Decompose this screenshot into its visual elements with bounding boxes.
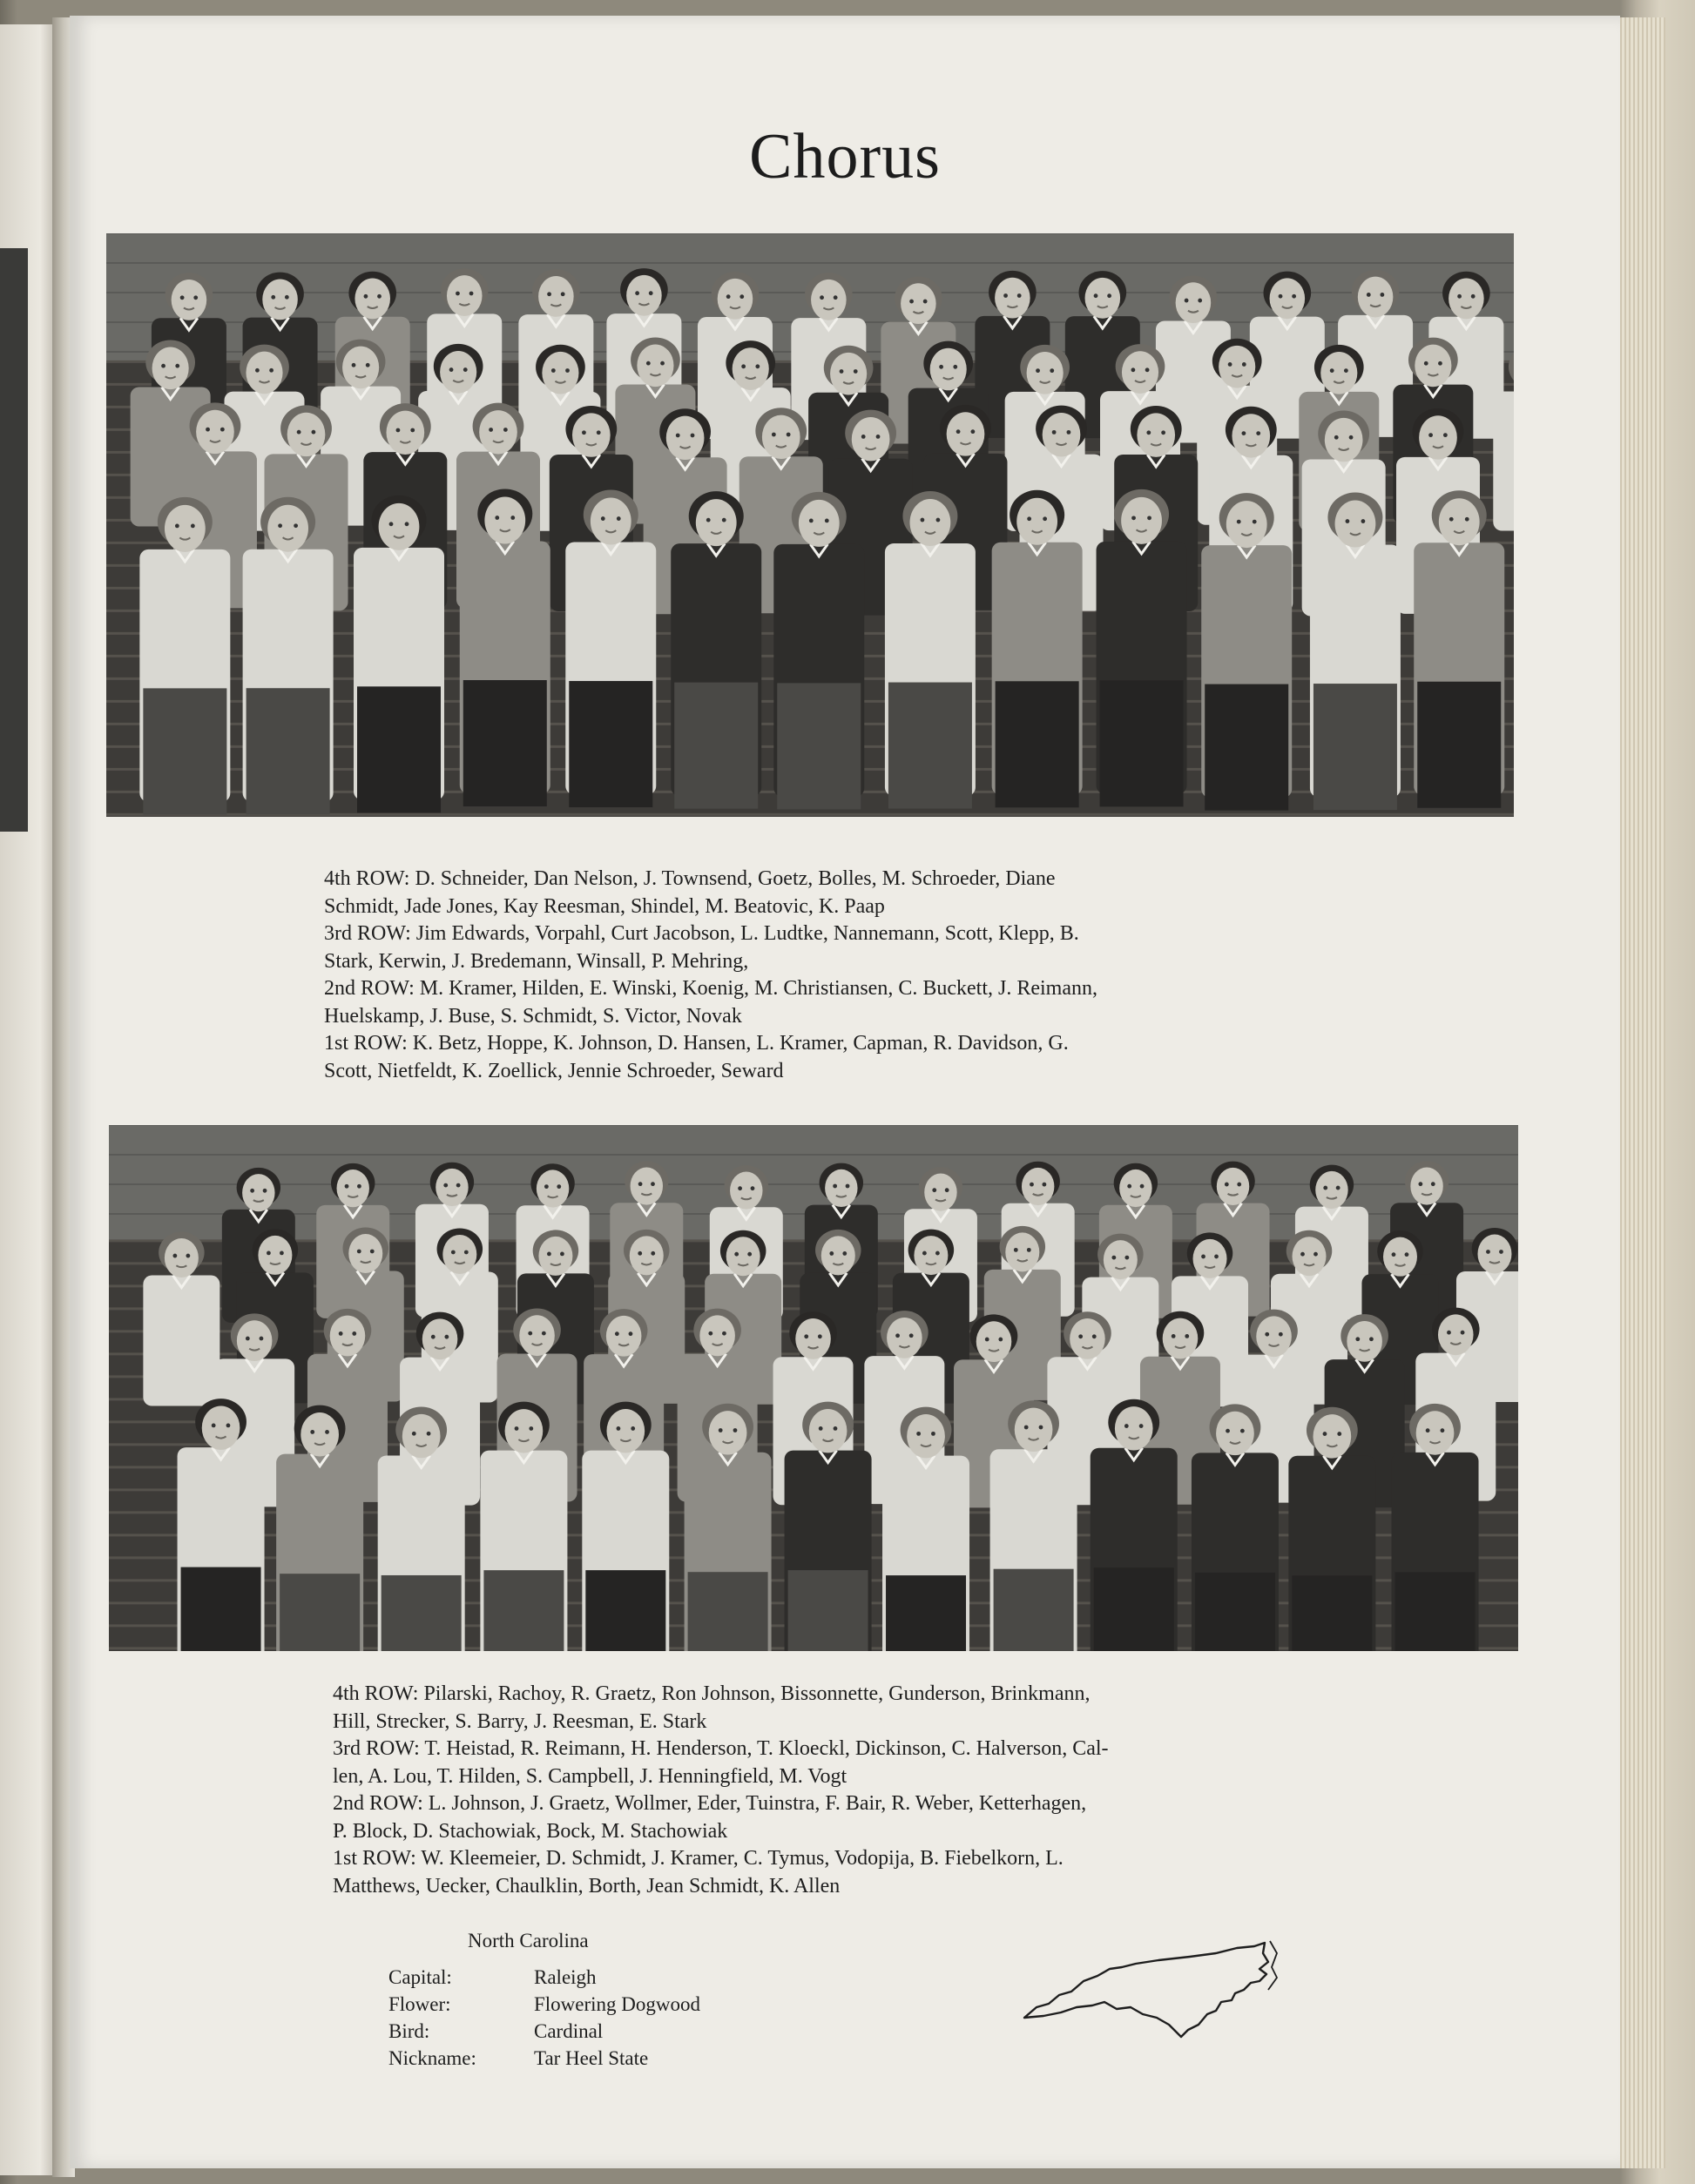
fact-label-capital: Capital: [388,1966,452,1988]
fact-label-flower: Flower: [388,1993,451,2015]
chorus-group-photo-1 [106,233,1514,817]
fact-value-bird: Cardinal [534,2020,604,2042]
caption-line: 3rd ROW: Jim Edwards, Vorpahl, Curt Jacobson, L. Ludtke, Nannemann, Scott, Klepp, B. [324,922,1079,945]
caption-line: 4th ROW: Pilarski, Rachoy, R. Graetz, Ron Johnson, Bissonnette, Gunderson, Brinkmann, [333,1682,1091,1705]
left-page-photo-fragment [0,248,28,832]
north-carolina-outline-icon [1019,1927,1280,2049]
page-stack-edges [1613,17,1665,2168]
caption-line: Matthews, Uecker, Chaulklin, Borth, Jean Schmidt, K. Allen [333,1874,841,1898]
caption-line: 2nd ROW: L. Johnson, J. Graetz, Wollmer, Eder, Tuinstra, F. Bair, R. Weber, Ketterhagen, [333,1792,1087,1815]
chorus-group-photo-2 [109,1125,1518,1651]
caption-line: len, A. Lou, T. Hilden, S. Campbell, J. Henningfield, M. Vogt [333,1764,848,1788]
fact-value-nickname: Tar Heel State [534,2047,649,2069]
caption-line: Huelskamp, J. Buse, S. Schmidt, S. Victor, Novak [324,1004,742,1028]
caption-line: 1st ROW: W. Kleemeier, D. Schmidt, J. Kramer, C. Tymus, Vodopija, B. Fiebelkorn, L. [333,1847,1064,1870]
caption-line: Scott, Nietfeldt, K. Zoellick, Jennie Schroeder, Seward [324,1059,784,1082]
caption-line: P. Block, D. Stachowiak, Bock, M. Stachowiak [333,1819,728,1843]
photo-2-caption [333,1681,1109,1900]
caption-line: Schmidt, Jade Jones, Kay Reesman, Shindel, M. Beatovic, K. Paap [324,894,885,918]
fact-value-capital: Raleigh [534,1966,597,1988]
state-name: North Carolina [468,1930,589,1951]
caption-line: 4th ROW: D. Schneider, Dan Nelson, J. Townsend, Goetz, Bolles, M. Schroeder, Diane [324,867,1056,890]
caption-line: Hill, Strecker, S. Barry, J. Reesman, E. Stark [333,1709,707,1733]
group-photo-1-image [106,233,1514,817]
page-title: Chorus [749,121,941,192]
caption-line: 3rd ROW: T. Heistad, R. Reimann, H. Henderson, T. Kloeckl, Dickinson, C. Halverson, Cal- [333,1737,1109,1760]
group-photo-2-image [109,1125,1518,1651]
photo-1-caption [324,866,1097,1085]
caption-line: Stark, Kerwin, J. Bredemann, Winsall, P. Mehring, [324,949,749,973]
caption-line: 2nd ROW: M. Kramer, Hilden, E. Winski, Koenig, M. Christiansen, C. Buckett, J. Reimann, [324,977,1097,1000]
yearbook-page [70,16,1620,2168]
fact-label-bird: Bird: [388,2020,430,2042]
fact-label-nickname: Nickname: [388,2047,476,2069]
fact-value-flower: Flowering Dogwood [534,1993,701,2015]
caption-line: 1st ROW: K. Betz, Hoppe, K. Johnson, D. Hansen, L. Kramer, Capman, R. Davidson, G. [324,1032,1069,1055]
